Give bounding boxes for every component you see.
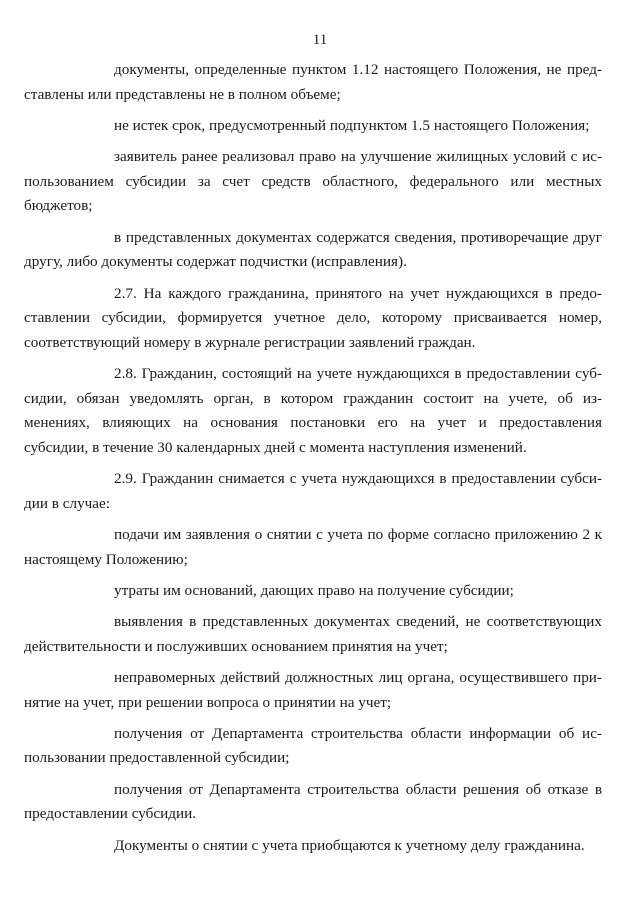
paragraph (24, 523, 602, 572)
text-line: утраты им оснований, дающих право на получение субсидии; (114, 581, 514, 599)
page-number: 11 (312, 32, 328, 48)
text-line: ставлении субсидии, формируется учетное дело, которому присваивается номер, (24, 309, 602, 327)
text-line: в представленных документах содержатся сведения, противоречащие друг (114, 228, 602, 246)
paragraph (24, 722, 602, 771)
paragraph (24, 58, 602, 107)
text-line: нятие на учет, при решении вопроса о принятии на учет; (24, 693, 392, 711)
paragraph (24, 145, 602, 219)
paragraph (114, 114, 602, 139)
paragraph (24, 666, 602, 715)
text-line: получения от Департамента строительства области информации об ис- (114, 724, 602, 742)
text-line: документы, определенные пунктом 1.12 настоящего Положения, не пред- (114, 61, 602, 78)
paragraph (24, 282, 602, 356)
text-line: 2.8. Гражданин, состоящий на учете нуждающихся в предоставлении суб- (114, 364, 602, 382)
text-line: дии в случае: (24, 494, 111, 512)
text-line: выявления в представленных документах сведений, не соответствующих (114, 613, 602, 631)
text-line: неправомерных действий должностных лиц органа, осуществившего при- (114, 668, 602, 686)
text-line: субсидии, в течение 30 календарных дней с момента наступления изменений. (24, 438, 527, 456)
document-body (24, 58, 602, 865)
text-line: не истек срок, предусмотренный подпунктом 1.5 настоящего Положения; (114, 116, 590, 134)
text-line: бюджетов; (24, 197, 93, 215)
text-line: 2.7. На каждого гражданина, принятого на учет нуждающихся в предо- (114, 284, 602, 302)
text-line: подачи им заявления о снятии с учета по форме согласно приложению 2 к (114, 525, 602, 543)
paragraph (24, 778, 602, 827)
text-line: настоящему Положению; (24, 550, 188, 568)
text-line: пользовании предоставленной субсидии; (24, 749, 290, 767)
paragraph (114, 579, 602, 604)
text-line: 2.9. Гражданин снимается с учета нуждающихся в предоставлении субси- (114, 470, 602, 488)
text-line: пользованием субсидии за счет средств областного, федерального или местных (24, 172, 602, 190)
text-line: заявитель ранее реализовал право на улучшение жилищных условий с ис- (114, 148, 602, 166)
text-line: соответствующий номеру в журнале регистрации заявлений граждан. (24, 333, 476, 351)
paragraph (24, 226, 602, 275)
paragraph (114, 834, 602, 859)
text-line: предоставлении субсидии. (24, 805, 197, 823)
text-line: действительности и послуживших основанием принятия на учет; (24, 637, 448, 655)
paragraph (24, 467, 602, 516)
text-line: менениях, влияющих на основания постановки его на учет и предоставления (24, 414, 602, 432)
text-line: ставлены или представлены не в полном объеме; (24, 85, 341, 103)
paragraph (24, 610, 602, 659)
text-line: получения от Департамента строительства области решения об отказе в (114, 780, 602, 798)
paragraph (24, 362, 602, 460)
text-line: сидии, обязан уведомлять орган, в котором гражданин состоит на учете, об из- (24, 389, 602, 407)
text-line: другу, либо документы содержат подчистки (исправления). (24, 253, 407, 271)
text-line: Документы о снятии с учета приобщаются к учетному делу гражданина. (114, 836, 585, 854)
